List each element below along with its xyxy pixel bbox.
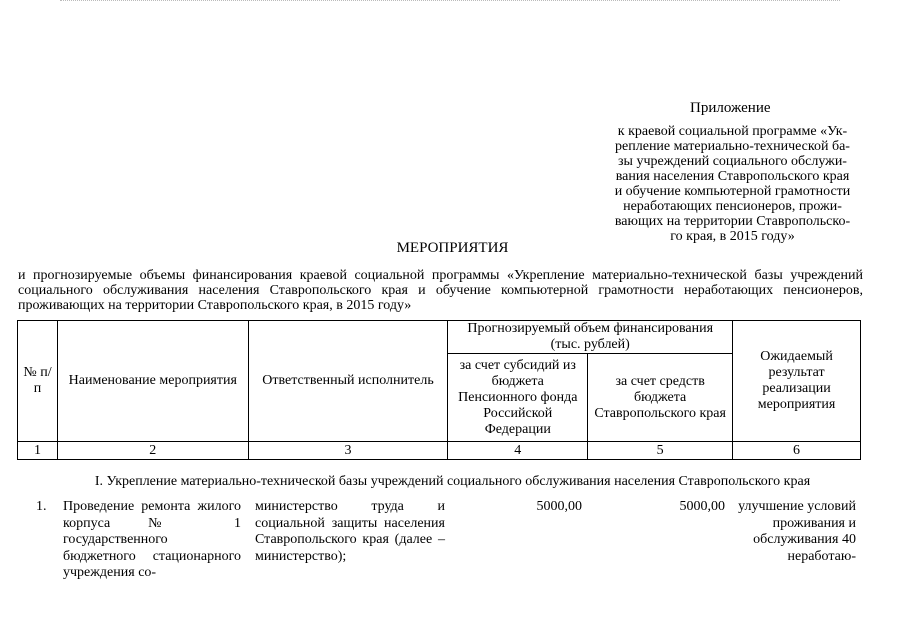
column-number-cell: 1 [18,442,58,460]
row-number: 1. [36,499,47,514]
column-number-cell: 3 [248,442,448,460]
appendix-line: репление материально-технической ба- [615,139,850,154]
header-number: № п/п [18,321,58,442]
top-border-line [60,0,840,2]
row-measure-name: Проведение ремонта жилого корпуса № 1 государственного бюджетного стационарного учреждения со- [63,499,241,580]
appendix-line: к краевой социальной программе «Ук- [617,124,848,139]
row-sum-pension-fund: 5000,00 [536,499,582,514]
column-number-cell: 4 [448,442,588,460]
appendix-line: го края, в 2015 году» [670,229,795,244]
appendix-title: Приложение [690,100,771,116]
row-result: улучшение условий проживания и обслуживания 40 неработаю- [738,499,856,564]
document-heading: МЕРОПРИЯТИЯ [396,240,509,256]
appendix-line: вания населения Ставропольского края [615,169,850,184]
appendix-line: и обучение компьютерной грамотности [614,184,851,199]
header-financing: Прогнозируемый объем финансирования (тыс. рублей) [448,321,733,354]
column-number-cell: 6 [733,442,861,460]
column-number-cell: 2 [57,442,248,460]
header-executor: Ответственный исполнитель [248,321,448,442]
section-title: I. Укрепление материально-технической базы учреждений социального обслуживания населения Ставропольского края [94,474,811,489]
appendix-text [600,124,865,244]
header-name: Наименование мероприятия [57,321,248,442]
header-financing-pension-fund: за счет субсидий из бюджета Пенсионного фонда Российской Федерации [448,354,588,442]
row-executor: министерство труда и социальной защиты населения Ставропольского края (далее – министерство); [255,499,445,564]
header-financing-regional: за счет средств бюджета Ставропольского края [588,354,733,442]
header-result: Ожидаемый результат реализации мероприятия [733,321,861,442]
document-intro: и прогнозируемые объемы финансирования краевой социальной программы «Укрепление материально-технической базы учреждений социального обслуживания населения Ставропольского края и обучение компьютерной грамотности неработающих пенсионеров, проживающих на территории Ставропольского края, в 2015 году» [18,268,863,313]
column-number-cell: 5 [588,442,733,460]
measures-table [17,320,861,460]
appendix-line: вающих на территории Ставропольско- [614,214,851,229]
appendix-line: неработающих пенсионеров, прожи- [623,199,842,214]
row-sum-regional: 5000,00 [679,499,725,514]
appendix-line: зы учреждений социального обслужи- [618,154,847,169]
